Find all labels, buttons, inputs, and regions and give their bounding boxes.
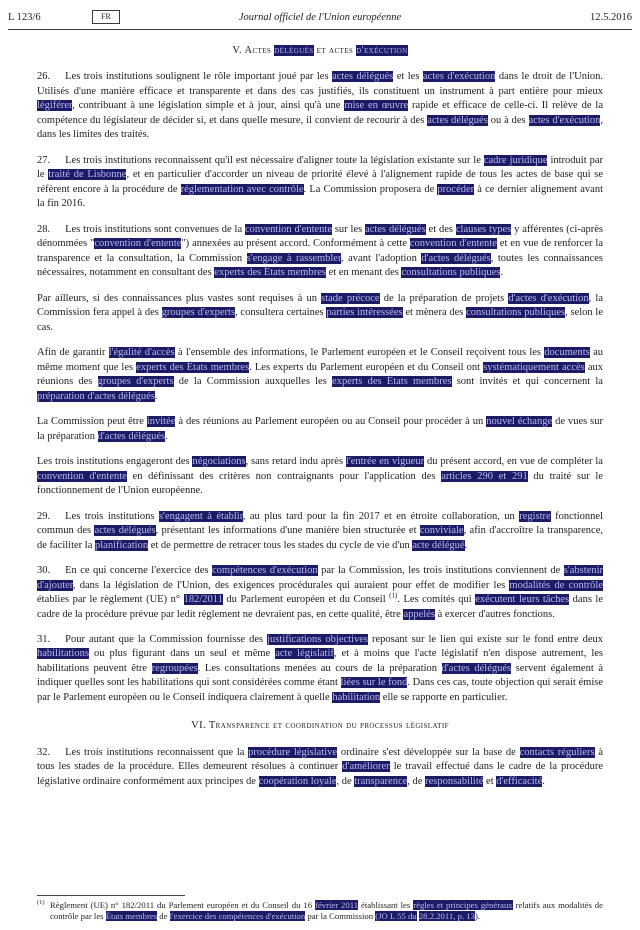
text-segment: , toutes les connaissances nécessaires, notamment en consultant des (37, 252, 603, 279)
text-segment: , de (407, 775, 426, 787)
text-segment: par la Commission, les trois institutions conviennent de (317, 565, 564, 577)
publication-date: 12.5.2016 (590, 12, 632, 23)
text-segment: rapide et efficace de celle-ci. Il relève de la compétence du législateur de décider si, et dans quelle mesure, il convient de recourir à des (37, 100, 603, 126)
section-heading (37, 44, 603, 58)
highlighted-term: légiférer (37, 100, 73, 112)
text-segment: du Parlement européen et du Conseil (222, 594, 390, 606)
text-segment: , avant l'adoption (341, 252, 422, 264)
paragraph (37, 154, 603, 212)
footnote-text (50, 900, 603, 921)
highlighted-term: États membres (105, 910, 158, 921)
text-segment: établies par le règlement (UE) n° (37, 594, 184, 606)
text-segment: et de permettre de retracer tous les stades du cycle de vie d'un (148, 539, 413, 551)
text-segment: ou plus figurant dans un seul et même (88, 648, 276, 660)
highlighted-term: traité de Lisbonne (48, 169, 127, 181)
highlighted-term: experts des États membres (214, 267, 326, 279)
highlighted-term: février 2011 (314, 899, 359, 910)
paragraph (37, 633, 603, 705)
highlighted-term: planification (95, 539, 149, 551)
highlighted-term: convention d'entente (37, 470, 127, 482)
text-segment: . Les comités qui (397, 594, 476, 606)
document-body (37, 44, 603, 789)
text-segment: du présent accord, en vue de compléter la (424, 456, 603, 468)
highlighted-term: l'entrée en vigueur (345, 456, 425, 468)
text-segment: sur les (331, 223, 366, 235)
text-segment: en définissant des critères non contraignants pour l'application des (126, 470, 442, 482)
text-segment: reposant sur le lien qui existe sur le fond entre deux (367, 633, 603, 645)
highlighted-term: convention d'entente (245, 223, 332, 235)
highlighted-term: experts des États membres (136, 361, 250, 373)
highlighted-term: habilitation (332, 691, 381, 703)
text-segment: relatifs aux modalités de contrôle par les (50, 899, 603, 921)
highlighted-term: d'actes délégués (421, 252, 491, 264)
paragraph (37, 455, 603, 498)
paragraph (37, 70, 603, 142)
highlighted-term: actes d'exécution (422, 71, 496, 83)
paragraph-number: 27. (37, 154, 51, 166)
highlighted-term: groupes d'experts (161, 307, 236, 319)
highlighted-term: réglementation avec contrôle (180, 183, 304, 195)
paragraph (37, 564, 603, 622)
text-segment: Les trois institutions (65, 510, 159, 522)
text-segment: ") annexées au présent accord. Conformément à cette (181, 238, 410, 250)
highlighted-term: systématiquement accès (483, 361, 585, 373)
paragraph (37, 415, 603, 444)
text-segment: Les trois institutions sont convenues de la (65, 223, 245, 235)
text-segment: fonctionnel commun des (37, 510, 603, 537)
paragraph (37, 346, 603, 404)
footnote (37, 900, 603, 922)
text-segment: sont invités et qui concernent la (451, 376, 603, 388)
text-segment: et des (425, 223, 456, 235)
highlighted-term: experts des États membres (332, 376, 452, 388)
text-segment: elle se rapporte en particulier. (380, 691, 508, 703)
highlighted-term: actes délégués (365, 223, 426, 235)
highlighted-term: consultations publiques (401, 267, 501, 279)
text-segment: de la préparation de projets (379, 292, 509, 304)
text-segment: . (500, 267, 503, 279)
text-segment: , sans retard indu après (245, 456, 346, 468)
highlighted-term: nouvel échange (486, 416, 553, 428)
text-segment: ). (474, 910, 481, 921)
text-segment: , et en particulier d'accorder un niveau de priorité élevé à l'alignement rapide de tous les actes de base qui se réfèrent encore à la procédure de (37, 169, 604, 195)
text-segment: En ce qui concerne l'exercice des (65, 565, 212, 577)
text-segment: à exercer d'autres fonctions. (434, 608, 555, 620)
highlighted-term: clauses types (455, 223, 512, 235)
highlighted-term: actes délégués (427, 114, 488, 126)
highlighted-term: délégués (274, 45, 314, 56)
footnote-marker: (1) (37, 898, 45, 906)
highlighted-term: compétences d'exécution (212, 565, 318, 577)
text-segment: , dans les limites des traités. (37, 114, 603, 141)
highlighted-term: procéder (437, 183, 475, 195)
text-segment: . (542, 775, 545, 787)
highlighted-term: acte législatif (275, 648, 334, 660)
text-segment: . La Commission proposera de (303, 183, 438, 195)
highlighted-term: contacts réguliers (519, 746, 595, 758)
text-segment: La Commission peut être (37, 416, 147, 428)
page-header (8, 8, 632, 30)
footnote-divider (37, 895, 185, 896)
highlighted-term: invitée (146, 416, 176, 428)
highlighted-term: habilitations (37, 648, 89, 660)
text-segment: Les trois institutions engageront des (37, 456, 193, 468)
text-segment: et (483, 775, 497, 787)
text-segment: . (154, 390, 158, 402)
highlighted-term: d'actes d'exécution (508, 292, 589, 304)
paragraph-number: 26. (37, 71, 51, 83)
highlighted-term: d'efficacité (496, 775, 543, 787)
highlighted-term: documents (544, 347, 590, 359)
highlighted-term: acte délégué (412, 539, 465, 551)
highlighted-term: justifications objectives (267, 633, 368, 645)
highlighted-term: procédure législative (248, 746, 338, 758)
text-segment: dans le droit de l'Union. Utilisés d'une manière efficace et transparente et dans des cas justifiés, ils constituent un instrument à part entière pour mieux (37, 71, 603, 97)
text-segment: au même moment que les (37, 347, 604, 373)
highlighted-term: s'engagent à établir (158, 510, 243, 522)
text-segment: et mènera des (402, 307, 467, 319)
section-heading (37, 719, 603, 733)
paragraph (37, 223, 603, 281)
highlighted-term: parties intéressées (326, 307, 403, 319)
text-segment: , consultera certaines (235, 307, 327, 319)
highlighted-term: convention d'entente (409, 238, 497, 250)
text-segment: . (464, 539, 468, 551)
paragraph-number: 28. (37, 223, 51, 235)
text-segment: et les (393, 71, 423, 83)
text-segment: et en vue de renforcer la transparence et la consultation, la Commission (37, 238, 603, 264)
highlighted-term: actes délégués (94, 525, 156, 537)
highlighted-term: préparation d'actes délégués (37, 390, 155, 402)
text-segment: , au plus tard pour la fin 2017 et en étroite collaboration, un (242, 510, 520, 522)
highlighted-term: l'égalité d'accès (108, 347, 175, 359)
paragraph-number: 32. (37, 746, 51, 758)
text-segment: , de (336, 775, 355, 787)
text-segment: de vues sur la préparation (37, 416, 603, 442)
highlighted-term: actes délégués (332, 71, 394, 83)
text-segment: , contribuant à une législation simple et à jour, ainsi qu'à une (72, 100, 345, 112)
language-badge: FR (92, 10, 120, 24)
text-segment: aux réunions des (37, 361, 603, 388)
highlighted-term: règles et principes généraux (413, 899, 513, 910)
text-segment: Les trois institutions reconnaissent que la (65, 746, 249, 758)
text-segment: établissant les (358, 899, 414, 910)
highlighted-term: mise en œuvre (344, 100, 409, 112)
highlighted-term: l'exercice des compétences d'exécution (169, 910, 306, 921)
highlighted-term: appelés (403, 608, 435, 620)
page-reference: L 123/6 (8, 12, 41, 23)
highlighted-term: 182/2011 (183, 594, 223, 606)
text-segment: ou à des (487, 114, 529, 126)
text-segment: V. Actes (232, 45, 275, 56)
highlighted-term: d'exécution (356, 45, 408, 56)
text-segment: Pour autant que la Commission fournisse des (65, 633, 268, 645)
text-segment: , et à moins que l'acte législatif n'en dispose autrement, les habilitations peuvent être (37, 648, 604, 674)
highlighted-term: consultations publiques (466, 307, 566, 319)
highlighted-term: coopération loyale (258, 775, 337, 787)
text-segment: Règlement (UE) n° 182/2011 du Parlement européen et du Conseil du 16 (50, 899, 315, 910)
highlighted-term: stade précoce (321, 292, 380, 304)
highlighted-term: s'engage à rassembler (246, 252, 342, 264)
text-segment: . Les consultations menées au cours de la préparation (197, 662, 442, 674)
text-segment: par la Commission (305, 910, 376, 921)
text-segment: y afférentes (ci-après dénommées " (37, 223, 604, 250)
highlighted-term: liées sur le fond (340, 677, 408, 689)
text-segment: . (165, 430, 168, 442)
text-segment: VI. Transparence et coordination du processus législatif (191, 720, 449, 732)
highlighted-term: d'actes délégués (97, 430, 166, 442)
highlighted-term: cadre juridique (483, 154, 548, 166)
text-segment: , dans la législation de l'Union, des exigences procédurales qui auraient pour effet de modifier les (72, 579, 510, 591)
text-segment: à tous les stades de la procédure. Elles demeurent résolues à continuer (37, 746, 603, 773)
text-segment: du traité sur le fonctionnement de l'Union européenne. (37, 470, 603, 497)
highlighted-term: transparence (354, 775, 408, 787)
text-segment: ordinaire s'est développée sur la base de (337, 746, 520, 758)
highlighted-term: d'actes délégués (441, 662, 512, 674)
highlighted-term: exécutent leurs tâches (475, 594, 570, 606)
text-segment: de la Commission auxquelles les (173, 376, 333, 388)
text-segment: introduit par le (37, 154, 604, 181)
text-segment: dans le cadre de la procédure prévue par ledit règlement ne devraient pas, en cette qualité, être (37, 594, 604, 620)
text-segment: à ce dernier alignement avant la fin 2016. (37, 183, 603, 210)
highlighted-term: articles 290 et 291 (441, 470, 528, 482)
paragraph-number: 29. (37, 510, 51, 522)
text-segment: le travail effectué dans le cadre de la procédure législative ordinaire conformément aux principes de (37, 761, 603, 787)
highlighted-term: actes d'exécution (528, 114, 601, 126)
highlighted-term: groupes d'experts (97, 376, 174, 388)
text-segment: , la Commission fera appel à des (37, 292, 603, 319)
text-segment: à l'ensemble des informations, le Parlement européen et le Conseil reçoivent tous les (174, 347, 545, 359)
footnote-area (37, 895, 603, 922)
text-segment: de (157, 910, 170, 921)
paragraph (37, 292, 603, 335)
text-segment: , selon le cas. (37, 307, 603, 333)
journal-title: Journal officiel de l'Union européenne (238, 12, 402, 23)
highlighted-term: regroupées (151, 662, 198, 674)
highlighted-term: registre (519, 510, 551, 522)
text-segment: , présentant les informations d'une manière bien structurée et (155, 525, 420, 537)
text-segment: Les trois institutions soulignent le rôle important joué par les (65, 71, 333, 83)
paragraph-number: 31. (37, 633, 51, 645)
text-segment: servent également à indiquer quelles sont les habilitations qui sont considérées comme étant (37, 662, 603, 689)
highlighted-term: 28.2.2011, p. 13 (418, 910, 475, 921)
text-segment: . Les experts du Parlement européen et du Conseil ont (249, 361, 484, 373)
text-segment: et actes (313, 45, 357, 56)
footnote-ref: (1) (389, 591, 398, 600)
text-segment: et en menant des (325, 267, 402, 279)
paragraph (37, 746, 603, 789)
highlighted-term: modalités de contrôle (509, 579, 603, 591)
highlighted-term: conviviale (419, 525, 464, 537)
text-segment: Par ailleurs, si des connaissances plus vastes sont requises à un (37, 292, 322, 304)
highlighted-term: (JO L 55 du (375, 910, 417, 921)
highlighted-term: responsabilité (425, 775, 484, 787)
highlighted-term: d'améliorer (342, 761, 390, 773)
text-segment: Les trois institutions reconnaissent qu'il est nécessaire d'aligner toute la législation existante sur le (65, 154, 484, 166)
text-segment: , afin d'accroître la transparence, de faciliter la (37, 525, 603, 551)
highlighted-term: négociations (192, 456, 246, 468)
highlighted-term: convention d'entente (94, 238, 182, 250)
text-segment: à des réunions au Parlement européen ou au Conseil pour procéder à un (175, 416, 487, 428)
paragraph (37, 510, 603, 553)
text-segment: . Dans ces cas, toute objection qui serait émise par le Parlement européen ou le Conseil indiquera clairement à quelle (37, 677, 603, 703)
highlighted-term: s'abstenir d'ajouter (37, 565, 604, 591)
paragraph-number: 30. (37, 565, 51, 577)
text-segment: Afin de garantir (37, 347, 109, 359)
